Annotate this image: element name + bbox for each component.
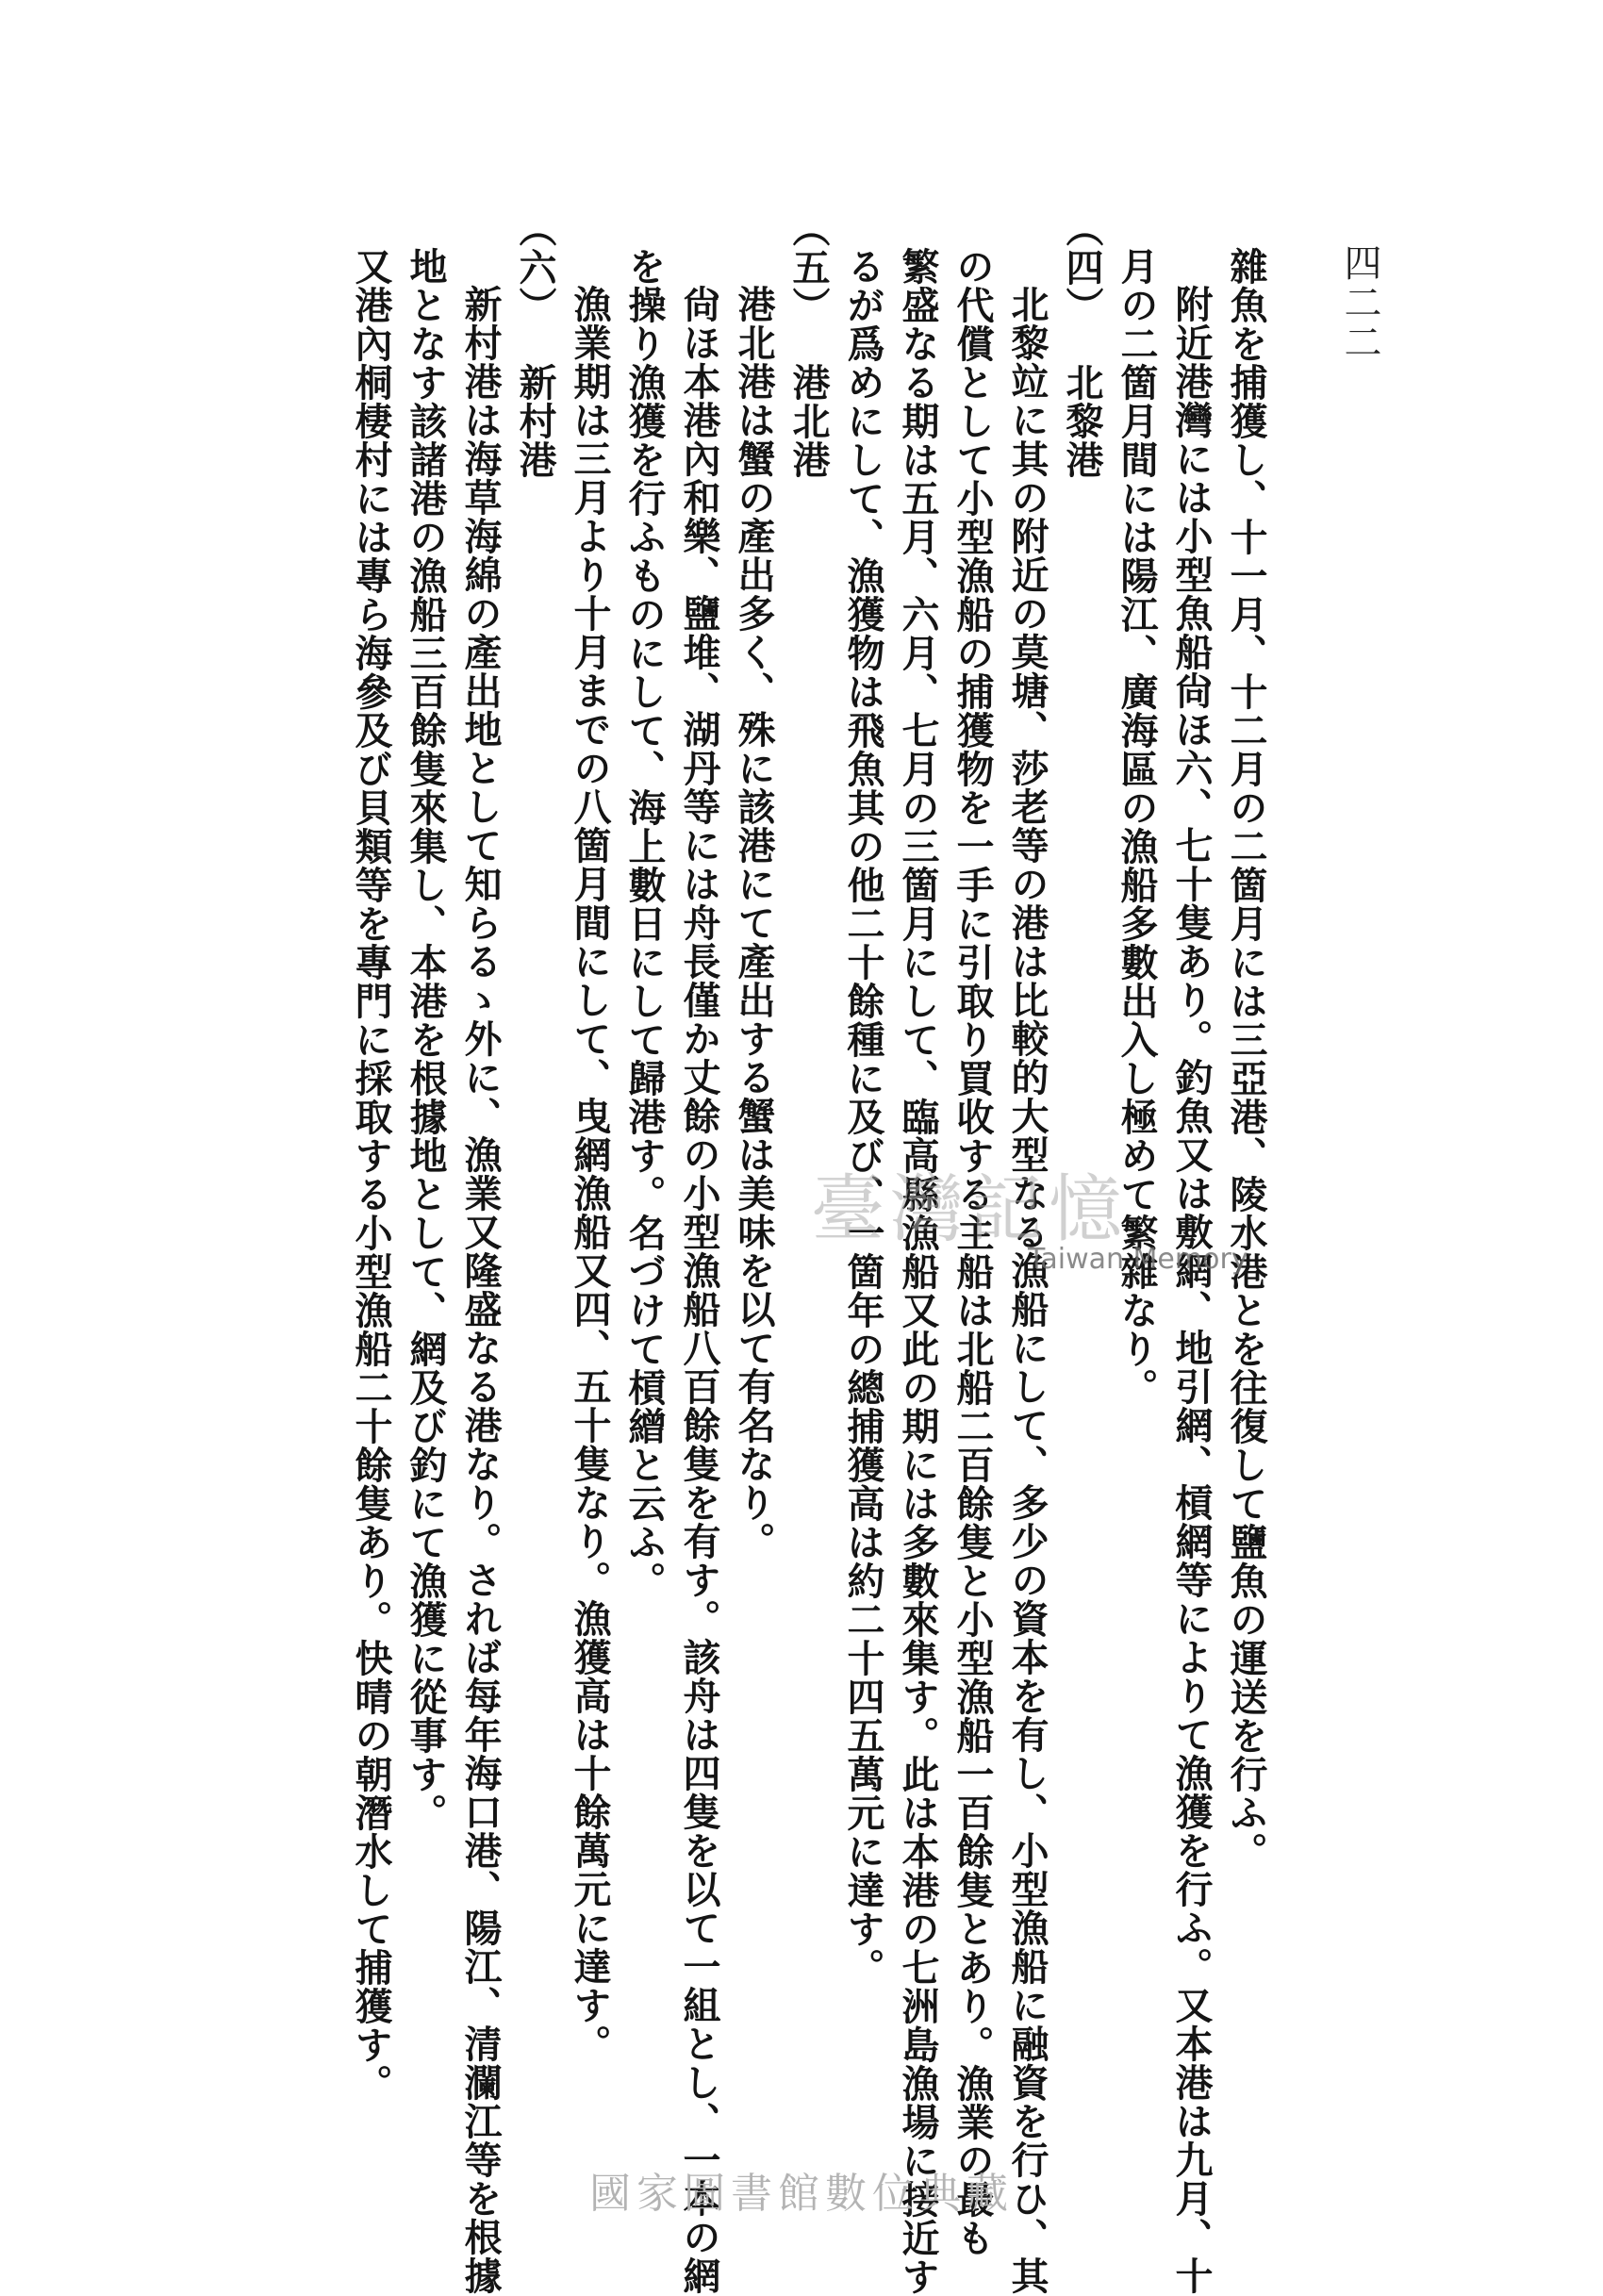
text-line: 附近港灣には小型魚船尙ほ六、七十隻あり。釣魚又は敷網、地引網、槓網等によりて漁獲を行ふ。又本港は九月、十	[1169, 285, 1214, 2295]
text-line: 雜魚を捕獲し、十一月、十二月の二箇月には三亞港、陵水港とを往復して鹽魚の運送を行ふ。	[1224, 247, 1268, 1871]
section-number: （五）	[786, 209, 831, 325]
watermark-logo-text: 臺灣記憶	[811, 1167, 1129, 1252]
text-line: 月の二箇月間には陽江、廣海區の漁船多數出入し極めて繁雜なり。	[1115, 247, 1159, 1407]
watermark-english: Taiwan Memory	[1028, 1243, 1248, 1276]
text-line: 港北港は蟹の產出多く、殊に該港にて產出する蟹は美味を以て有名なり。	[732, 285, 776, 1561]
text-line: を操り漁獲を行ふものにして、海上數日にして歸港す。名づけて槓繒と云ふ。	[622, 247, 667, 1600]
page-number: 四二二	[1338, 243, 1381, 362]
text-line: 新村港は海草海綿の產出地として知らるゝ外に、漁業又隆盛なる港なり。されば每年海口港、陽江、清瀾江等を根據	[458, 285, 503, 2295]
text-line: の代償として小型漁船の捕獲物を一手に引取り買收する主船は北船二百餘隻と小型漁船一百餘隻とあり。漁業の最も	[950, 247, 995, 2257]
section-heading-5	[781, 209, 835, 1916]
text-line: るが爲めにして、漁獲物は飛魚其の他二十餘種に及び、一箇年の總捕獲高は約二十四五萬元に達す。	[841, 247, 885, 1987]
text-line: 尙ほ本港內和樂、鹽堆、湖丹等には舟長僅か丈餘の小型漁船八百餘隻を有す。該舟は四隻を以て一組とし、一本の網	[677, 285, 721, 2295]
section-title: 北黎港	[1060, 363, 1104, 479]
text-line: 漁業期は三月より十月までの八箇月間にして、曳網漁船又四、五十隻なり。漁獲高は十餘萬元に達す。	[568, 285, 612, 2063]
section-title: 新村港	[513, 363, 557, 479]
text-line: 繁盛なる期は五月、六月、七月の三箇月にして、臨高縣漁船又此の期には多數來集す。此は本港の七洲島漁場に接近す	[896, 247, 940, 2296]
text-line: 北黎竝に其の附近の莫塘、莎老等の港は比較的大型なる漁船にして、多少の資本を有し、小型漁船に融資を行ひ、其	[1005, 285, 1049, 2295]
section-number: （四）	[1060, 209, 1104, 325]
text-line: 地となす該諸港の漁船三百餘隻來集し、本港を根據地として、網及び釣にて漁獲に從事す。	[404, 247, 448, 1832]
section-heading-4	[1054, 209, 1109, 1916]
section-title: 港北港	[786, 363, 831, 479]
footer-library-credit: 國家圖書館數位典藏	[589, 2170, 1014, 2218]
text-line: 又港內桐棲村には專ら海參及び貝類等を專門に採取する小型漁船二十餘隻あり。快晴の朝潛水して捕獲す。	[349, 247, 393, 2103]
section-number: （六）	[513, 209, 557, 325]
section-heading-6	[507, 209, 562, 1916]
